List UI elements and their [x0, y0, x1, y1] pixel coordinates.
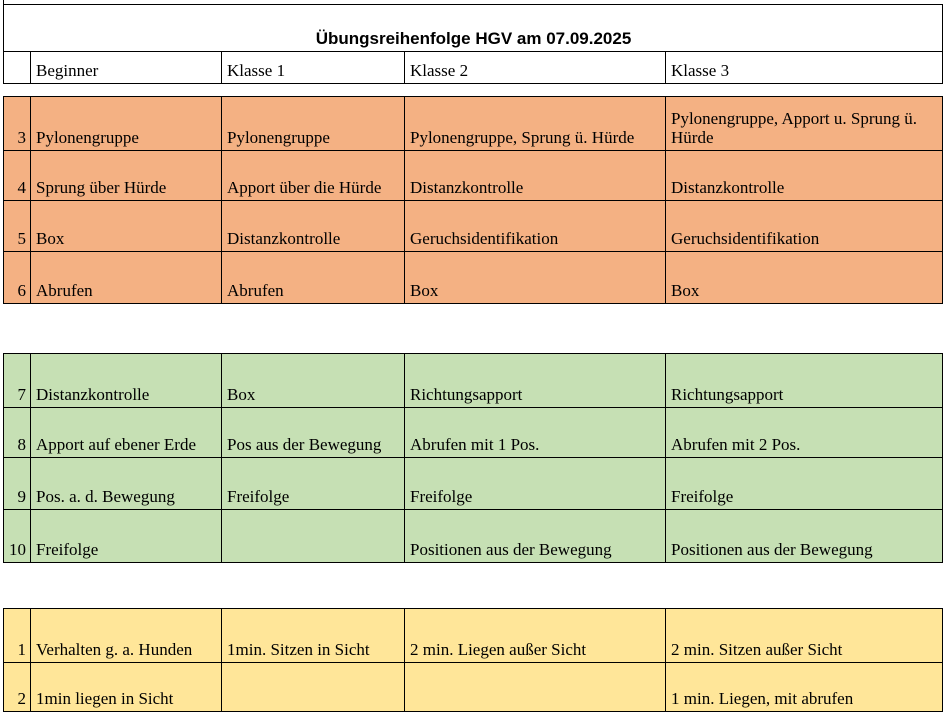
- exercise-cell: Distanzkontrolle: [405, 151, 666, 201]
- row-number-cell: 1: [4, 609, 31, 663]
- exercise-row: [4, 408, 943, 458]
- exercise-cell: Box: [31, 201, 222, 252]
- header-cell-klasse3: Klasse 3: [666, 52, 943, 84]
- row-number-cell: 4: [4, 151, 31, 201]
- green-exercise-block: [3, 353, 943, 563]
- row-number-cell: 8: [4, 408, 31, 458]
- exercise-cell: Positionen aus der Bewegung: [405, 510, 666, 563]
- row-number-cell: 6: [4, 252, 31, 304]
- exercise-cell: Pylonengruppe: [222, 97, 405, 151]
- exercise-cell: Geruchsidentifikation: [405, 201, 666, 252]
- exercise-cell: 2 min. Sitzen außer Sicht: [666, 609, 943, 663]
- exercise-cell: Abrufen: [222, 252, 405, 304]
- exercise-cell: Richtungsapport: [405, 354, 666, 408]
- exercise-cell: 2 min. Liegen außer Sicht: [405, 609, 666, 663]
- exercise-cell: Distanzkontrolle: [222, 201, 405, 252]
- exercise-cell: Box: [666, 252, 943, 304]
- exercise-cell: Abrufen mit 2 Pos.: [666, 408, 943, 458]
- header-cell-klasse2: Klasse 2: [405, 52, 666, 84]
- exercise-cell: Distanzkontrolle: [31, 354, 222, 408]
- row-number-cell: 2: [4, 663, 31, 712]
- row-number-cell: 3: [4, 97, 31, 151]
- exercise-row: [4, 97, 943, 151]
- orange-exercise-block: [3, 96, 943, 304]
- exercise-cell: [405, 663, 666, 712]
- header-cell-beginner: Beginner: [31, 52, 222, 84]
- exercise-cell: Positionen aus der Bewegung: [666, 510, 943, 563]
- exercise-row: [4, 252, 943, 304]
- row-number-cell: 7: [4, 354, 31, 408]
- exercise-row: [4, 201, 943, 252]
- exercise-row: [4, 354, 943, 408]
- exercise-cell: Abrufen: [31, 252, 222, 304]
- exercise-cell: Abrufen mit 1 Pos.: [405, 408, 666, 458]
- exercise-row: [4, 510, 943, 563]
- exercise-cell: Apport über die Hürde: [222, 151, 405, 201]
- title-header-table: [3, 4, 943, 84]
- header-cell-klasse1: Klasse 1: [222, 52, 405, 84]
- row-number-cell: 10: [4, 510, 31, 563]
- exercise-cell: 1min. Sitzen in Sicht: [222, 609, 405, 663]
- header-row: [4, 52, 943, 84]
- exercise-cell: Box: [405, 252, 666, 304]
- exercise-cell: Pylonengruppe, Apport u. Sprung ü. Hürde: [666, 97, 943, 151]
- exercise-row: [4, 609, 943, 663]
- header-cell-rownum: [4, 52, 31, 84]
- exercise-cell: Freifolge: [222, 458, 405, 510]
- row-number-cell: 9: [4, 458, 31, 510]
- exercise-cell: Apport auf ebener Erde: [31, 408, 222, 458]
- exercise-cell: Freifolge: [31, 510, 222, 563]
- exercise-cell: Verhalten g. a. Hunden: [31, 609, 222, 663]
- exercise-cell: Box: [222, 354, 405, 408]
- exercise-cell: Freifolge: [405, 458, 666, 510]
- exercise-cell: Pylonengruppe: [31, 97, 222, 151]
- exercise-cell: Pos. a. d. Bewegung: [31, 458, 222, 510]
- title-row: [4, 5, 943, 52]
- exercise-cell: 1min liegen in Sicht: [31, 663, 222, 712]
- exercise-row: [4, 151, 943, 201]
- exercise-row: [4, 458, 943, 510]
- row-number-cell: 5: [4, 201, 31, 252]
- exercise-cell: Pos aus der Bewegung: [222, 408, 405, 458]
- exercise-cell: [222, 663, 405, 712]
- exercise-cell: Richtungsapport: [666, 354, 943, 408]
- exercise-cell: Sprung über Hürde: [31, 151, 222, 201]
- yellow-exercise-block: [3, 608, 943, 712]
- document-title: Übungsreihenfolge HGV am 07.09.2025: [4, 5, 943, 52]
- exercise-row: [4, 663, 943, 712]
- exercise-cell: [222, 510, 405, 563]
- exercise-cell: Freifolge: [666, 458, 943, 510]
- exercise-cell: Geruchsidentifikation: [666, 201, 943, 252]
- exercise-cell: Pylonengruppe, Sprung ü. Hürde: [405, 97, 666, 151]
- exercise-cell: 1 min. Liegen, mit abrufen: [666, 663, 943, 712]
- exercise-cell: Distanzkontrolle: [666, 151, 943, 201]
